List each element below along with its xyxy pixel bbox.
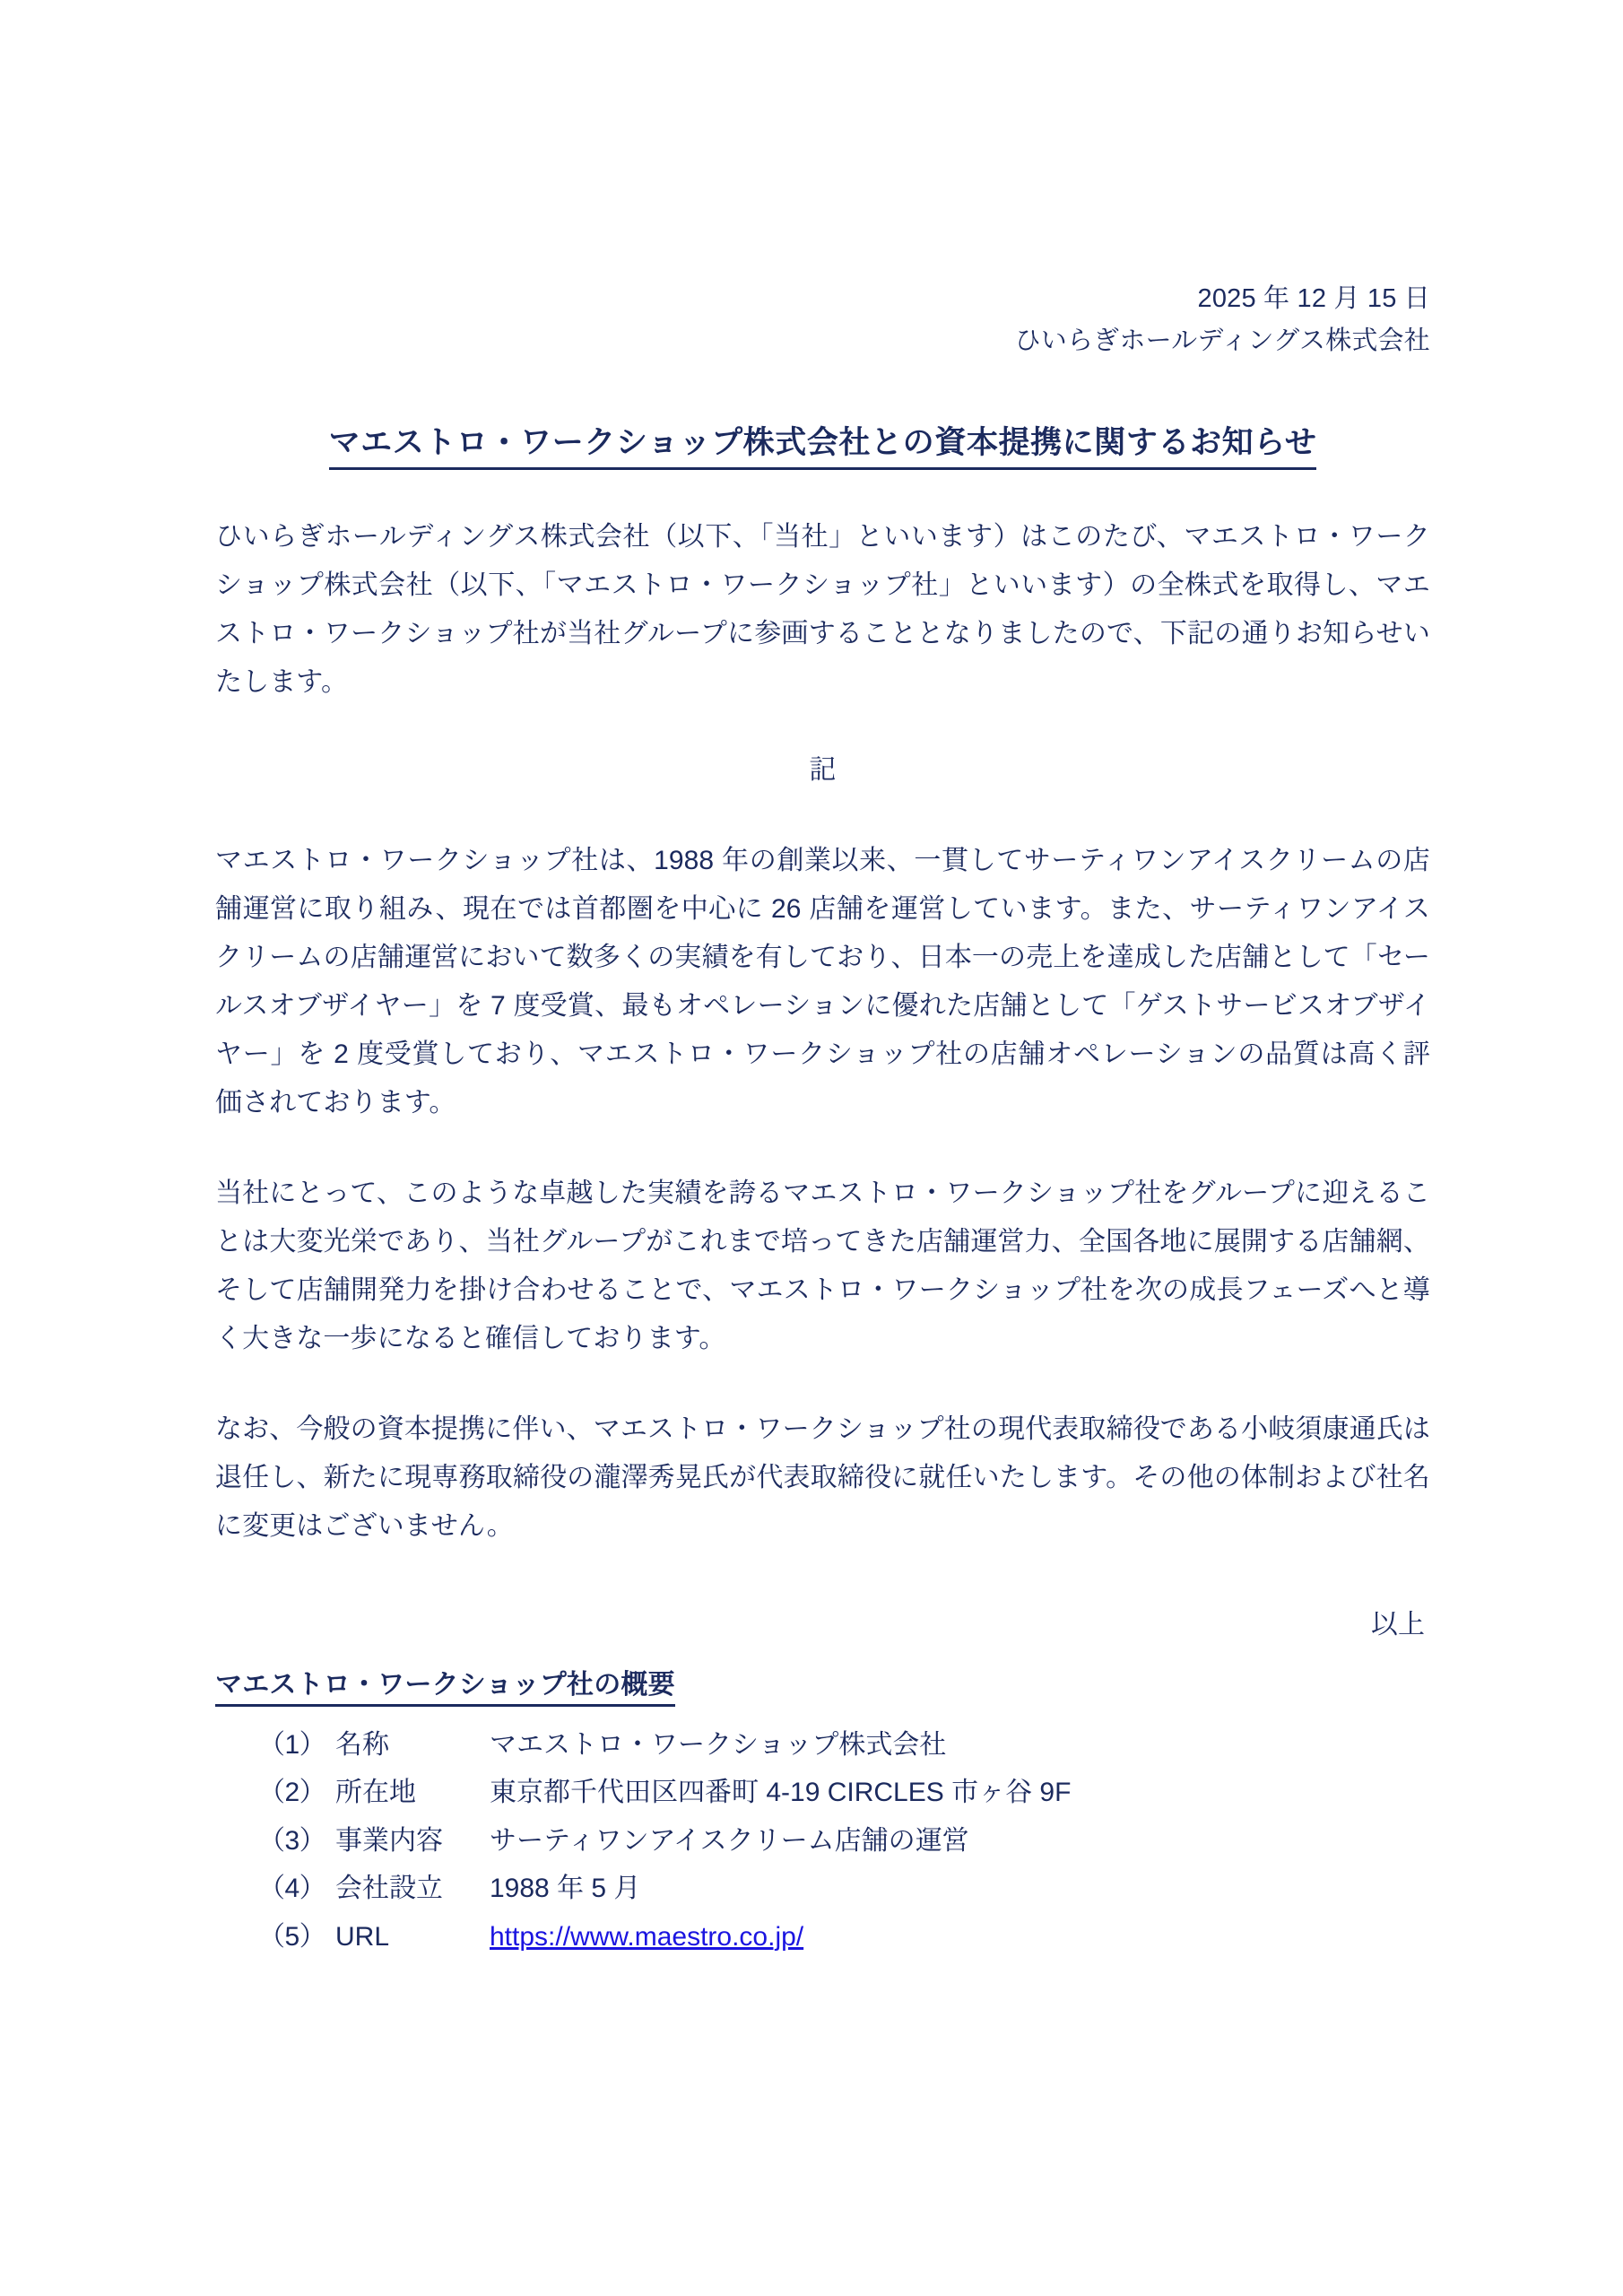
ki-marker: 記: [809, 754, 837, 785]
body-paragraph-1: マエストロ・ワークショップ社は、1988 年の創業以来、一貫してサーティワンアイスクリームの店舗運営に取り組み、現在では首都圏を中心に 26 店舗を運営しています。また、サーティワンアイスクリームの店舗運営において数多くの実績を有しており、日本一の売上を達成した店舗として「セールスオブザイヤー」を 7 度受賞、最もオペレーションに優れた店舗として「ゲストサービスオブザイヤー」を 2 度受賞しており、マエストロ・ワークショップ社の店舗オペレーションの品質は高く評価されております。: [215, 845, 1430, 1118]
page-title-text: マエストロ・ワークショップ株式会社との資本提携に関するお知らせ: [329, 418, 1317, 470]
list-item-number: （5）: [258, 1921, 326, 1952]
list-item: [215, 1817, 1430, 1865]
ijou-marker: 以上: [1371, 1609, 1425, 1639]
list-item-value: 東京都千代田区四番町 4-19 CIRCLES 市ヶ谷 9F: [490, 1778, 1072, 1808]
list-item-value: マエストロ・ワークショップ株式会社: [490, 1729, 947, 1760]
list-item-label: 名称: [335, 1729, 389, 1760]
issuer-company-name: ひいらぎホールディングス株式会社: [1014, 326, 1430, 355]
list-item-value: サーティワンアイスクリーム店舗の運営: [490, 1825, 969, 1856]
company-profile-heading-text: マエストロ・ワークショップ社の概要: [215, 1662, 675, 1707]
list-item: [215, 1865, 1430, 1912]
list-item-value: [490, 1913, 1430, 1961]
list-item-value: 1988 年 5 月: [490, 1874, 641, 1904]
list-item-label: 会社設立: [335, 1874, 443, 1904]
list-item-number: （3）: [258, 1825, 326, 1856]
issue-date: 2025 年 12 月 15 日: [1197, 284, 1430, 313]
list-item-number: （4）: [258, 1874, 326, 1904]
company-profile-heading: [215, 1662, 1430, 1707]
list-item: [215, 1721, 1430, 1769]
list-item: [215, 1769, 1430, 1816]
list-item: [215, 1913, 1430, 1961]
list-item-label: URL: [335, 1921, 390, 1952]
list-item-number: （2）: [258, 1778, 326, 1808]
company-profile-list: [215, 1721, 1430, 1961]
list-item-label: 所在地: [335, 1778, 416, 1808]
list-item-number: （1）: [258, 1729, 326, 1760]
document-header: [215, 278, 1430, 362]
body-paragraph-3: なお、今般の資本提携に伴い、マエストロ・ワークショップ社の現代表取締役である小岐須康通氏は退任し、新たに現専務取締役の瀧澤秀晃氏が代表取締役に就任いたします。その他の体制および社名に変更はございません。: [215, 1413, 1430, 1541]
list-item-label: 事業内容: [335, 1825, 443, 1856]
body-paragraph-2: 当社にとって、このような卓越した実績を誇るマエストロ・ワークショップ社をグループに迎えることは大変光栄であり、当社グループがこれまで培ってきた店舗運営力、全国各地に展開する店舗網、そして店舗開発力を掛け合わせることで、マエストロ・ワークショップ社を次の成長フェーズへと導く大きな一歩になると確信しております。: [215, 1178, 1430, 1353]
lead-paragraph: ひいらぎホールディングス株式会社（以下、「当社」といいます）はこのたび、マエストロ・ワークショップ株式会社（以下、「マエストロ・ワークショップ社」といいます）の全株式を取得し、マエストロ・ワークショップ社が当社グループに参画することとなりましたので、下記の通りお知らせいたします。: [215, 521, 1430, 697]
page-title: [215, 418, 1430, 470]
company-website-link[interactable]: https://www.maestro.co.jp/: [490, 1921, 804, 1952]
